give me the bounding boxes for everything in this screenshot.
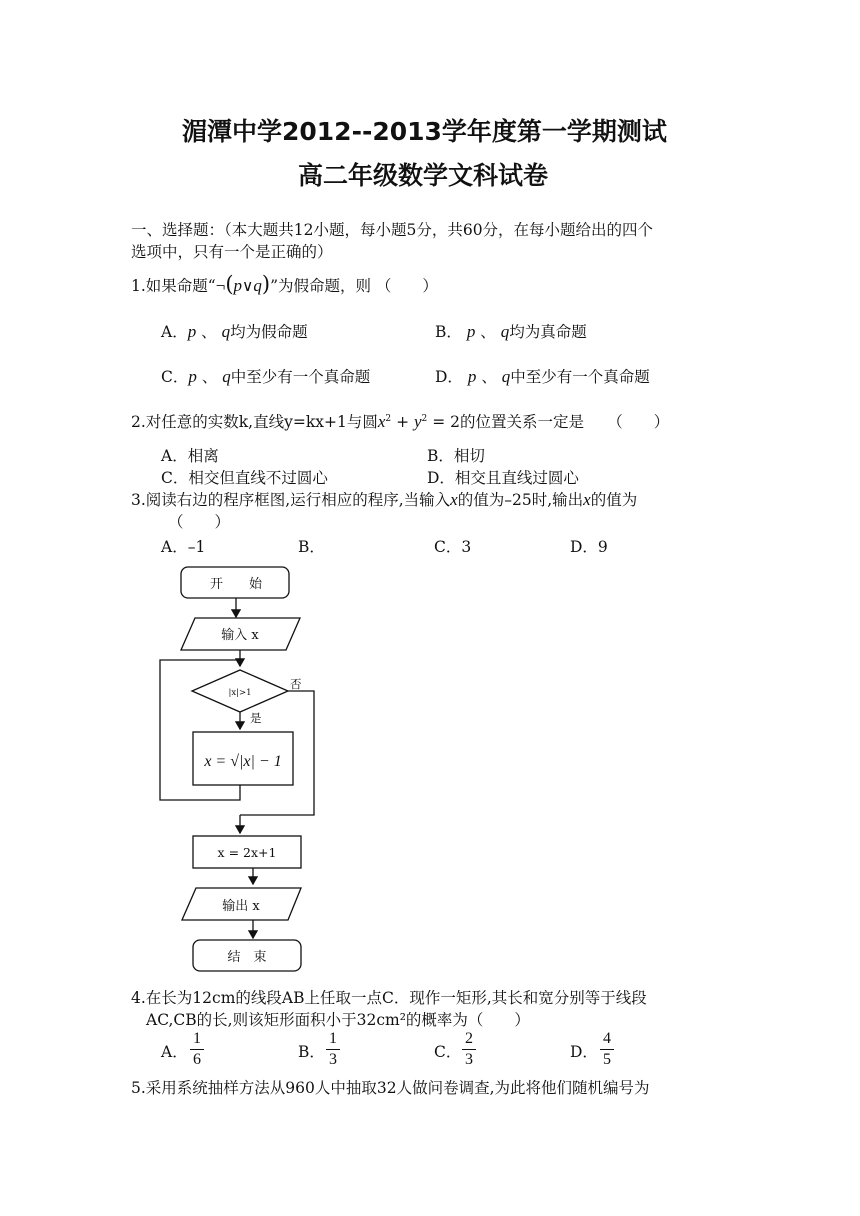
- q3-stem: 3.阅读右边的程序框图,运行相应的程序,当输入x的值为–25时,输出x的值为: [131, 490, 638, 509]
- flow-end-label: 结 束: [227, 950, 267, 965]
- q1-option-b: B． p 、 q均为真命题: [435, 322, 587, 341]
- flow-input-label: 输入 x: [221, 628, 259, 643]
- flow-condition-label: |x|>1: [228, 688, 252, 698]
- section-header-line2: 选项中，只有一个是正确的）: [131, 243, 333, 261]
- q2-option-d: D．相交且直线过圆心: [427, 469, 579, 487]
- q3-option-b: B．: [298, 538, 325, 556]
- q4-option-c-fraction: 2 3: [462, 1030, 476, 1069]
- exam-title-line1: 湄潭中学2012--2013学年度第一学期测试: [182, 117, 667, 146]
- q1-option-c: C．p 、 q中至少有一个真命题: [161, 367, 371, 386]
- exam-title-line2: 高二年级数学文科试卷: [298, 161, 549, 190]
- q1-option-a: A．p 、 q均为假命题: [161, 322, 308, 341]
- q4-stem-line1: 4.在长为12cm的线段AB上任取一点C．现作一矩形,其长和宽分别等于线段: [131, 989, 647, 1007]
- q2-option-a: A．相离: [161, 447, 219, 465]
- flow-loop-back: [160, 660, 240, 800]
- q4-option-d-fraction: 4 5: [600, 1030, 614, 1069]
- q2-option-c: C．相交但直线不过圆心: [161, 469, 328, 487]
- q1-option-d: D． p 、 q中至少有一个真命题: [435, 367, 650, 386]
- section-header-line1: 一、选择题：（本大题共12小题，每小题5分，共60分，在每小题给出的四个: [131, 221, 654, 239]
- flow-assign2-label: x = 2x+1: [217, 845, 277, 860]
- q4-option-d-label: D．: [570, 1043, 598, 1061]
- q4-option-c-label: C．: [434, 1043, 462, 1061]
- q4-stem-line2: AC,CB的长,则该矩形面积小于32cm²的概率为（ ）: [146, 1011, 530, 1029]
- q2-option-b: B．相切: [427, 447, 485, 465]
- q4-option-a-label: A．: [161, 1043, 188, 1061]
- flow-assign-label: x = √|x| − 1: [204, 753, 282, 770]
- q3-option-d: D．9: [570, 538, 608, 556]
- q1-stem: 1.如果命题“¬(p∨q)”为假命题，则 （ ）: [131, 272, 438, 296]
- q2-stem: 2.对任意的实数k,直线y=kx+1与圆$x^2 + y^2 = 2$的位置关系一定是 （ ）: [131, 412, 670, 431]
- q3-option-a: A．–1: [161, 538, 206, 556]
- flow-yes-label: 是: [250, 711, 262, 725]
- q3-answer-blank: （ ）: [168, 513, 231, 531]
- q5-stem-line1: 5.采用系统抽样方法从960人中抽取32人做问卷调查,为此将他们随机编号为: [131, 1079, 650, 1097]
- q4-option-b-label: B．: [298, 1043, 325, 1061]
- flow-no-label: 否: [290, 677, 302, 691]
- q4-option-b-fraction: 1 3: [326, 1030, 340, 1069]
- q3-option-c: C．3: [434, 538, 472, 556]
- q4-option-a-fraction: 1 6: [190, 1030, 204, 1069]
- flow-start-label: 开 始: [209, 577, 263, 592]
- flow-output-label: 输出 x: [222, 899, 260, 914]
